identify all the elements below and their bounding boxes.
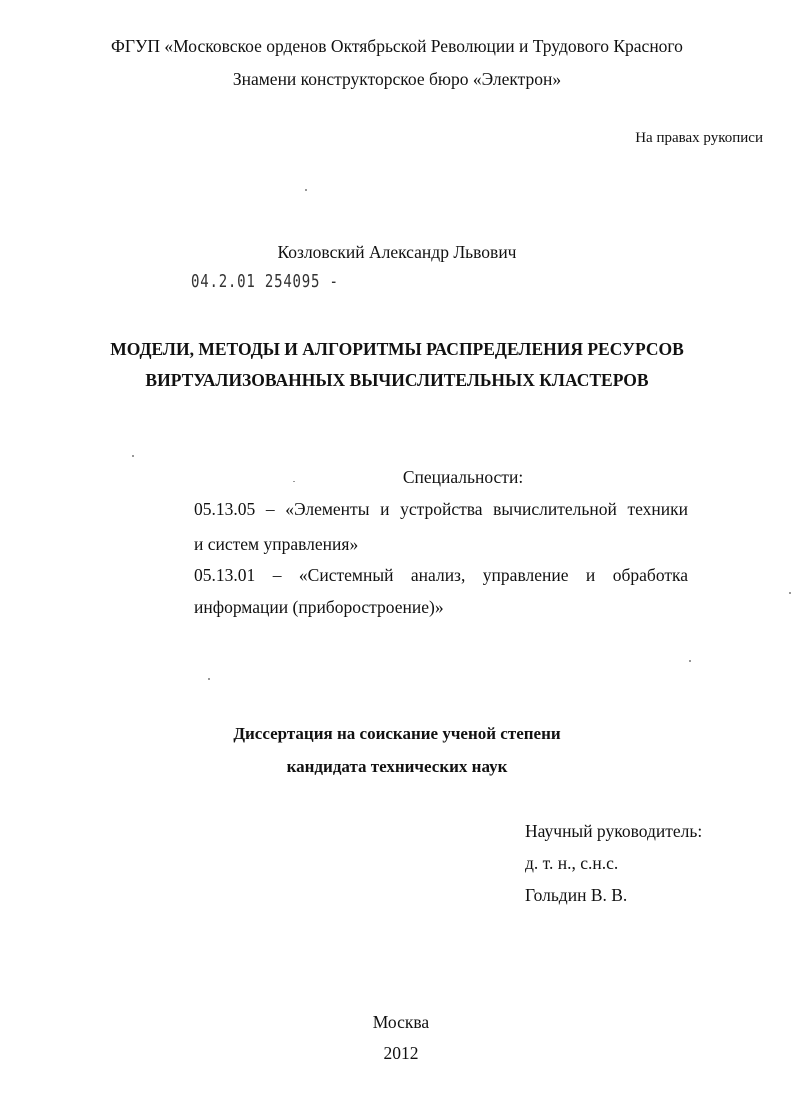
supervisor-degree: д. т. н., с.н.с. bbox=[525, 853, 619, 873]
specialties-heading: Специальности: bbox=[402, 467, 524, 487]
scan-speck bbox=[305, 189, 307, 191]
rights-note: На правах рукописи bbox=[635, 130, 763, 146]
organization-line-1: ФГУП «Московское орденов Октябрьской Революции и Трудового Красного bbox=[111, 36, 683, 56]
footer-year: 2012 bbox=[383, 1043, 419, 1063]
specialty-2-line-1: 05.13.01 – «Системный анализ, управление и обработка bbox=[194, 565, 688, 585]
title-line-2: ВИРТУАЛИЗОВАННЫХ ВЫЧИСЛИТЕЛЬНЫХ КЛАСТЕРОВ bbox=[145, 370, 649, 390]
registration-stamp: 04.2.01 254095 - bbox=[191, 271, 339, 292]
scan-speck bbox=[132, 455, 134, 457]
specialty-1-line-1: 05.13.05 – «Элементы и устройства вычислительной техники bbox=[194, 499, 688, 519]
scan-speck bbox=[689, 660, 691, 662]
organization-line-2: Знамени конструкторское бюро «Электрон» bbox=[232, 69, 562, 89]
title-line-1: МОДЕЛИ, МЕТОДЫ И АЛГОРИТМЫ РАСПРЕДЕЛЕНИЯ РЕСУРСОВ bbox=[110, 339, 684, 359]
scan-speck bbox=[789, 592, 791, 594]
dissertation-line-1: Диссертация на соискание ученой степени bbox=[233, 724, 561, 743]
dissertation-line-2: кандидата технических наук bbox=[286, 757, 508, 776]
author-name: Козловский Александр Львович bbox=[277, 242, 517, 262]
scan-speck bbox=[293, 481, 295, 482]
scan-speck bbox=[208, 678, 210, 680]
supervisor-label: Научный руководитель: bbox=[525, 821, 703, 841]
supervisor-name: Гольдин В. В. bbox=[525, 885, 628, 905]
footer-city: Москва bbox=[372, 1012, 430, 1032]
specialty-1-line-2: и систем управления» bbox=[194, 534, 359, 554]
specialty-2-line-2: информации (приборостроение)» bbox=[194, 597, 444, 617]
